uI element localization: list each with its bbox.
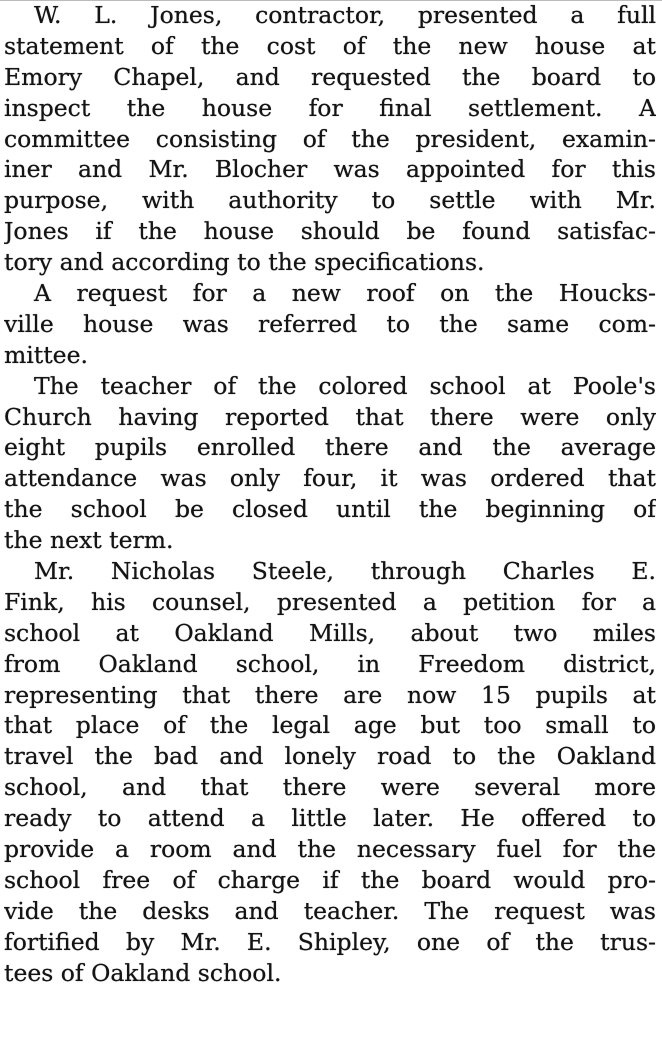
text-line: Jones if the house should be found satisfac- [4,217,656,246]
text-line: fortified by Mr. E. Shipley, one of the trus- [4,927,656,956]
text-line: that place of the legal age but too small to [4,711,656,740]
text-line: ville house was referred to the same com- [4,309,656,338]
text-line: eight pupils enrolled there and the average [4,433,656,462]
text-line: A request for a new roof on the Houcks- [34,279,656,308]
paragraph-roof-request [4,278,656,371]
text-line: Emory Chapel, and requested the board to [4,62,656,91]
text-line: representing that there are now 15 pupils at [4,680,656,709]
text-line: vide the desks and teacher. The request was [4,896,656,925]
article-column [4,0,656,989]
text-line: school free of charge if the board would pro- [4,865,656,894]
text-line: Church having reported that there were only [4,402,656,431]
text-line: iner and Mr. Blocher was appointed for this [4,155,656,184]
text-line: The teacher of the colored school at Poole's [34,371,656,400]
text-line: W. L. Jones, contractor, presented a full [34,1,656,29]
text-line: travel the bad and lonely road to the Oakland [4,742,656,771]
text-line: provide a room and the necessary fuel for the [4,835,656,864]
text-line: from Oakland school, in Freedom district, [4,649,656,678]
text-line: attendance was only four, it was ordered that [4,464,656,493]
text-line: Mr. Nicholas Steele, through Charles E. [34,557,656,586]
text-line: mittee. [4,340,88,369]
text-line: ready to attend a little later. He offered to [4,804,656,833]
text-line: Fink, his counsel, presented a petition for a [4,587,656,616]
text-line: school, and that there were several more [4,773,656,802]
paragraph-oakland-petition [4,556,656,988]
paragraph-contractor [4,0,656,278]
text-line: statement of the cost of the new house at [4,31,656,60]
text-line: purpose, with authority to settle with Mr. [4,186,656,215]
text-line: school at Oakland Mills, about two miles [4,618,656,647]
text-line: tees of Oakland school. [4,958,282,987]
text-line: the next term. [4,526,174,555]
text-line: committee consisting of the president, examin- [4,124,656,153]
text-line: inspect the house for final settlement. A [4,93,656,122]
text-line: tory and according to the specifications. [4,248,485,277]
paragraph-colored-school [4,371,656,556]
text-line: the school be closed until the beginning of [4,495,656,524]
